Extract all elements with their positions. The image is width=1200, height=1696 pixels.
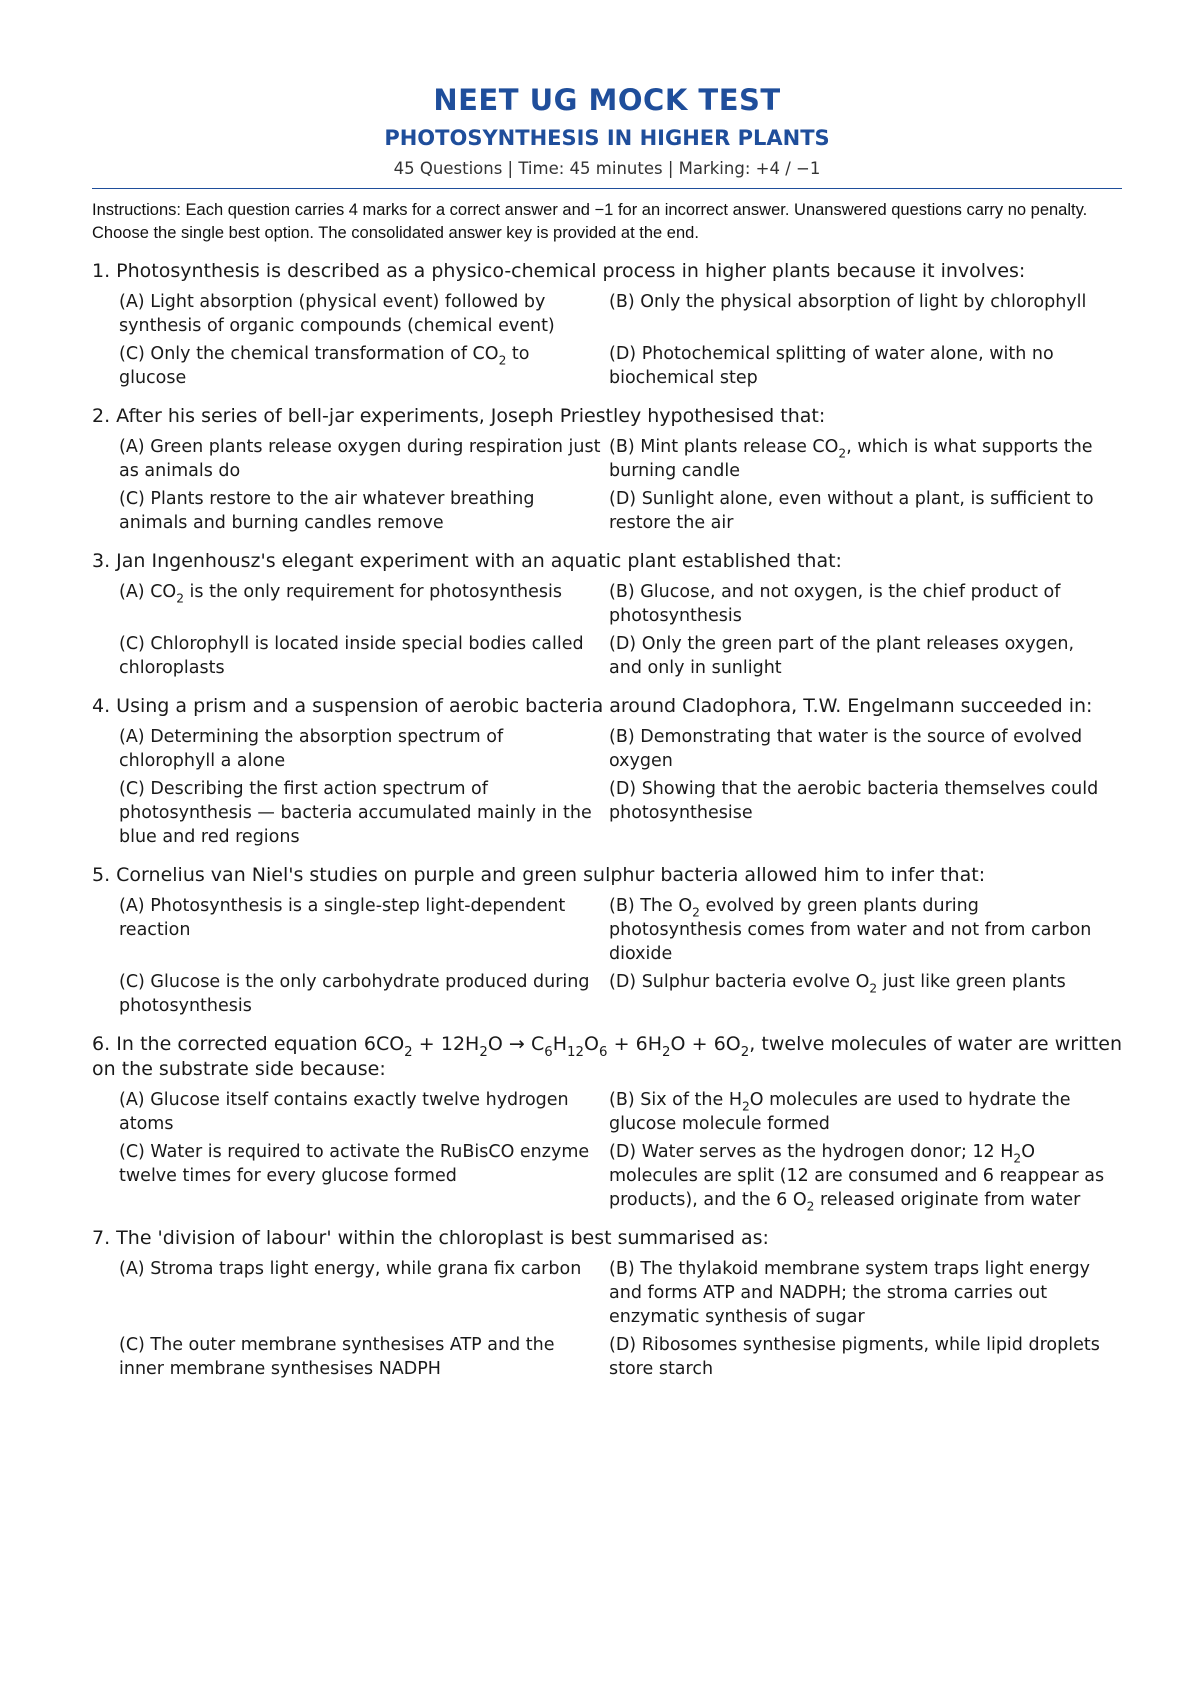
option-grid [119, 290, 1122, 390]
question-text: 4. Using a prism and a suspension of aerobic bacteria around Cladophora, T.W. Engelmann succeeded in: [92, 695, 1093, 717]
option-grid [119, 1088, 1122, 1212]
answer-option: (A) Photosynthesis is a single-step light-dependent reaction [119, 896, 566, 940]
answer-option: (B) Six of the $H_2O$ molecules are used to hydrate the glucose molecule formed [609, 1090, 1071, 1134]
answer-option: (B) Mint plants release $CO_2$, which is what supports the burning candle [609, 437, 1093, 481]
option-grid [119, 894, 1122, 1018]
document-page [92, 80, 1122, 1381]
answer-option: (A) Stroma traps light energy, while grana fix carbon [119, 1259, 582, 1279]
question-text: 6. In the corrected equation $6CO_2 + 12H_2O \to C_6H_{12}O_6 + 6H_2O + 6O_2$, twelve molecules of water are written on the substrate side because: [92, 1033, 1122, 1080]
answer-option: (C) Chlorophyll is located inside special bodies called chloroplasts [119, 634, 584, 678]
answer-option: (D) Photochemical splitting of water alone, with no biochemical step [609, 344, 1054, 388]
answer-option: (D) Only the green part of the plant releases oxygen, and only in sunlight [609, 634, 1075, 678]
answer-option: (C) Glucose is the only carbohydrate produced during photosynthesis [119, 972, 590, 1016]
answer-option: (A) Determining the absorption spectrum of chlorophyll a alone [119, 727, 504, 771]
answer-option: (D) Showing that the aerobic bacteria themselves could photosynthesise [609, 779, 1099, 823]
answer-option: (C) Describing the first action spectrum of photosynthesis — bacteria accumulated mainly in the blue and red regions [119, 779, 592, 847]
answer-option: (D) Water serves as the hydrogen donor; 12 $H_2O$ molecules are split (12 are consumed and 6 reappear as products), and the 6 $O_2$ released originate from water [609, 1142, 1105, 1214]
option-grid [119, 435, 1122, 535]
answer-option: (C) The outer membrane synthesises ATP and the inner membrane synthesises NADPH [119, 1335, 555, 1379]
question-item [92, 404, 1122, 535]
option-grid [119, 580, 1122, 680]
question-item [92, 549, 1122, 680]
question-text: 2. After his series of bell-jar experiments, Joseph Priestley hypothesised that: [92, 405, 826, 427]
question-item [92, 259, 1122, 390]
answer-option: (C) Plants restore to the air whatever breathing animals and burning candles remove [119, 489, 535, 533]
header-divider [92, 188, 1122, 189]
question-item [92, 1032, 1122, 1212]
answer-option: (B) The $O_2$ evolved by green plants during photosynthesis comes from water and not from carbon dioxide [609, 896, 1092, 964]
answer-option: (D) Sulphur bacteria evolve $O_2$ just like green plants [609, 972, 1066, 996]
answer-option: (B) Glucose, and not oxygen, is the chief product of photosynthesis [609, 582, 1061, 626]
page-title: NEET UG MOCK TEST [433, 83, 781, 117]
option-grid [119, 725, 1122, 849]
question-item [92, 694, 1122, 849]
answer-option: (A) Green plants release oxygen during respiration just as animals do [119, 437, 601, 481]
question-text: 7. The 'division of labour' within the chloroplast is best summarised as: [92, 1227, 769, 1249]
page-subtitle: PHOTOSYNTHESIS IN HIGHER PLANTS [384, 126, 830, 150]
answer-option: (B) Demonstrating that water is the source of evolved oxygen [609, 727, 1083, 771]
answer-option: (B) The thylakoid membrane system traps light energy and forms ATP and NADPH; the stroma carries out enzymatic synthesis of sugar [609, 1259, 1091, 1327]
question-list [92, 259, 1122, 1381]
question-item [92, 1226, 1122, 1381]
answer-option: (A) Glucose itself contains exactly twelve hydrogen atoms [119, 1090, 569, 1134]
question-text: 5. Cornelius van Niel's studies on purple and green sulphur bacteria allowed him to infer that: [92, 864, 986, 886]
answer-option: (C) Water is required to activate the RuBisCO enzyme twelve times for every glucose formed [119, 1142, 590, 1186]
answer-option: (D) Ribosomes synthesise pigments, while lipid droplets store starch [609, 1335, 1100, 1379]
question-text: 3. Jan Ingenhousz's elegant experiment with an aquatic plant established that: [92, 550, 842, 572]
answer-option: (C) Only the chemical transformation of $CO_2$ to glucose [119, 344, 530, 388]
question-item [92, 863, 1122, 1018]
question-text: 1. Photosynthesis is described as a physico-chemical process in higher plants because it involves: [92, 260, 1026, 282]
option-grid [119, 1257, 1122, 1381]
instructions: Instructions: Each question carries 4 marks for a correct answer and −1 for an incorrect answer. Unanswered questions carry no penalty. Choose the single best option. The consolidated answer key is provided at the end. [92, 201, 1088, 242]
answer-option: (A) Light absorption (physical event) followed by synthesis of organic compounds (chemical event) [119, 292, 555, 336]
answer-option: (A) $CO_2$ is the only requirement for photosynthesis [119, 582, 562, 606]
answer-option: (B) Only the physical absorption of light by chlorophyll [609, 292, 1087, 312]
answer-option: (D) Sunlight alone, even without a plant, is sufficient to restore the air [609, 489, 1094, 533]
test-meta: 45 Questions | Time: 45 minutes | Marking: +4 / −1 [393, 159, 821, 178]
